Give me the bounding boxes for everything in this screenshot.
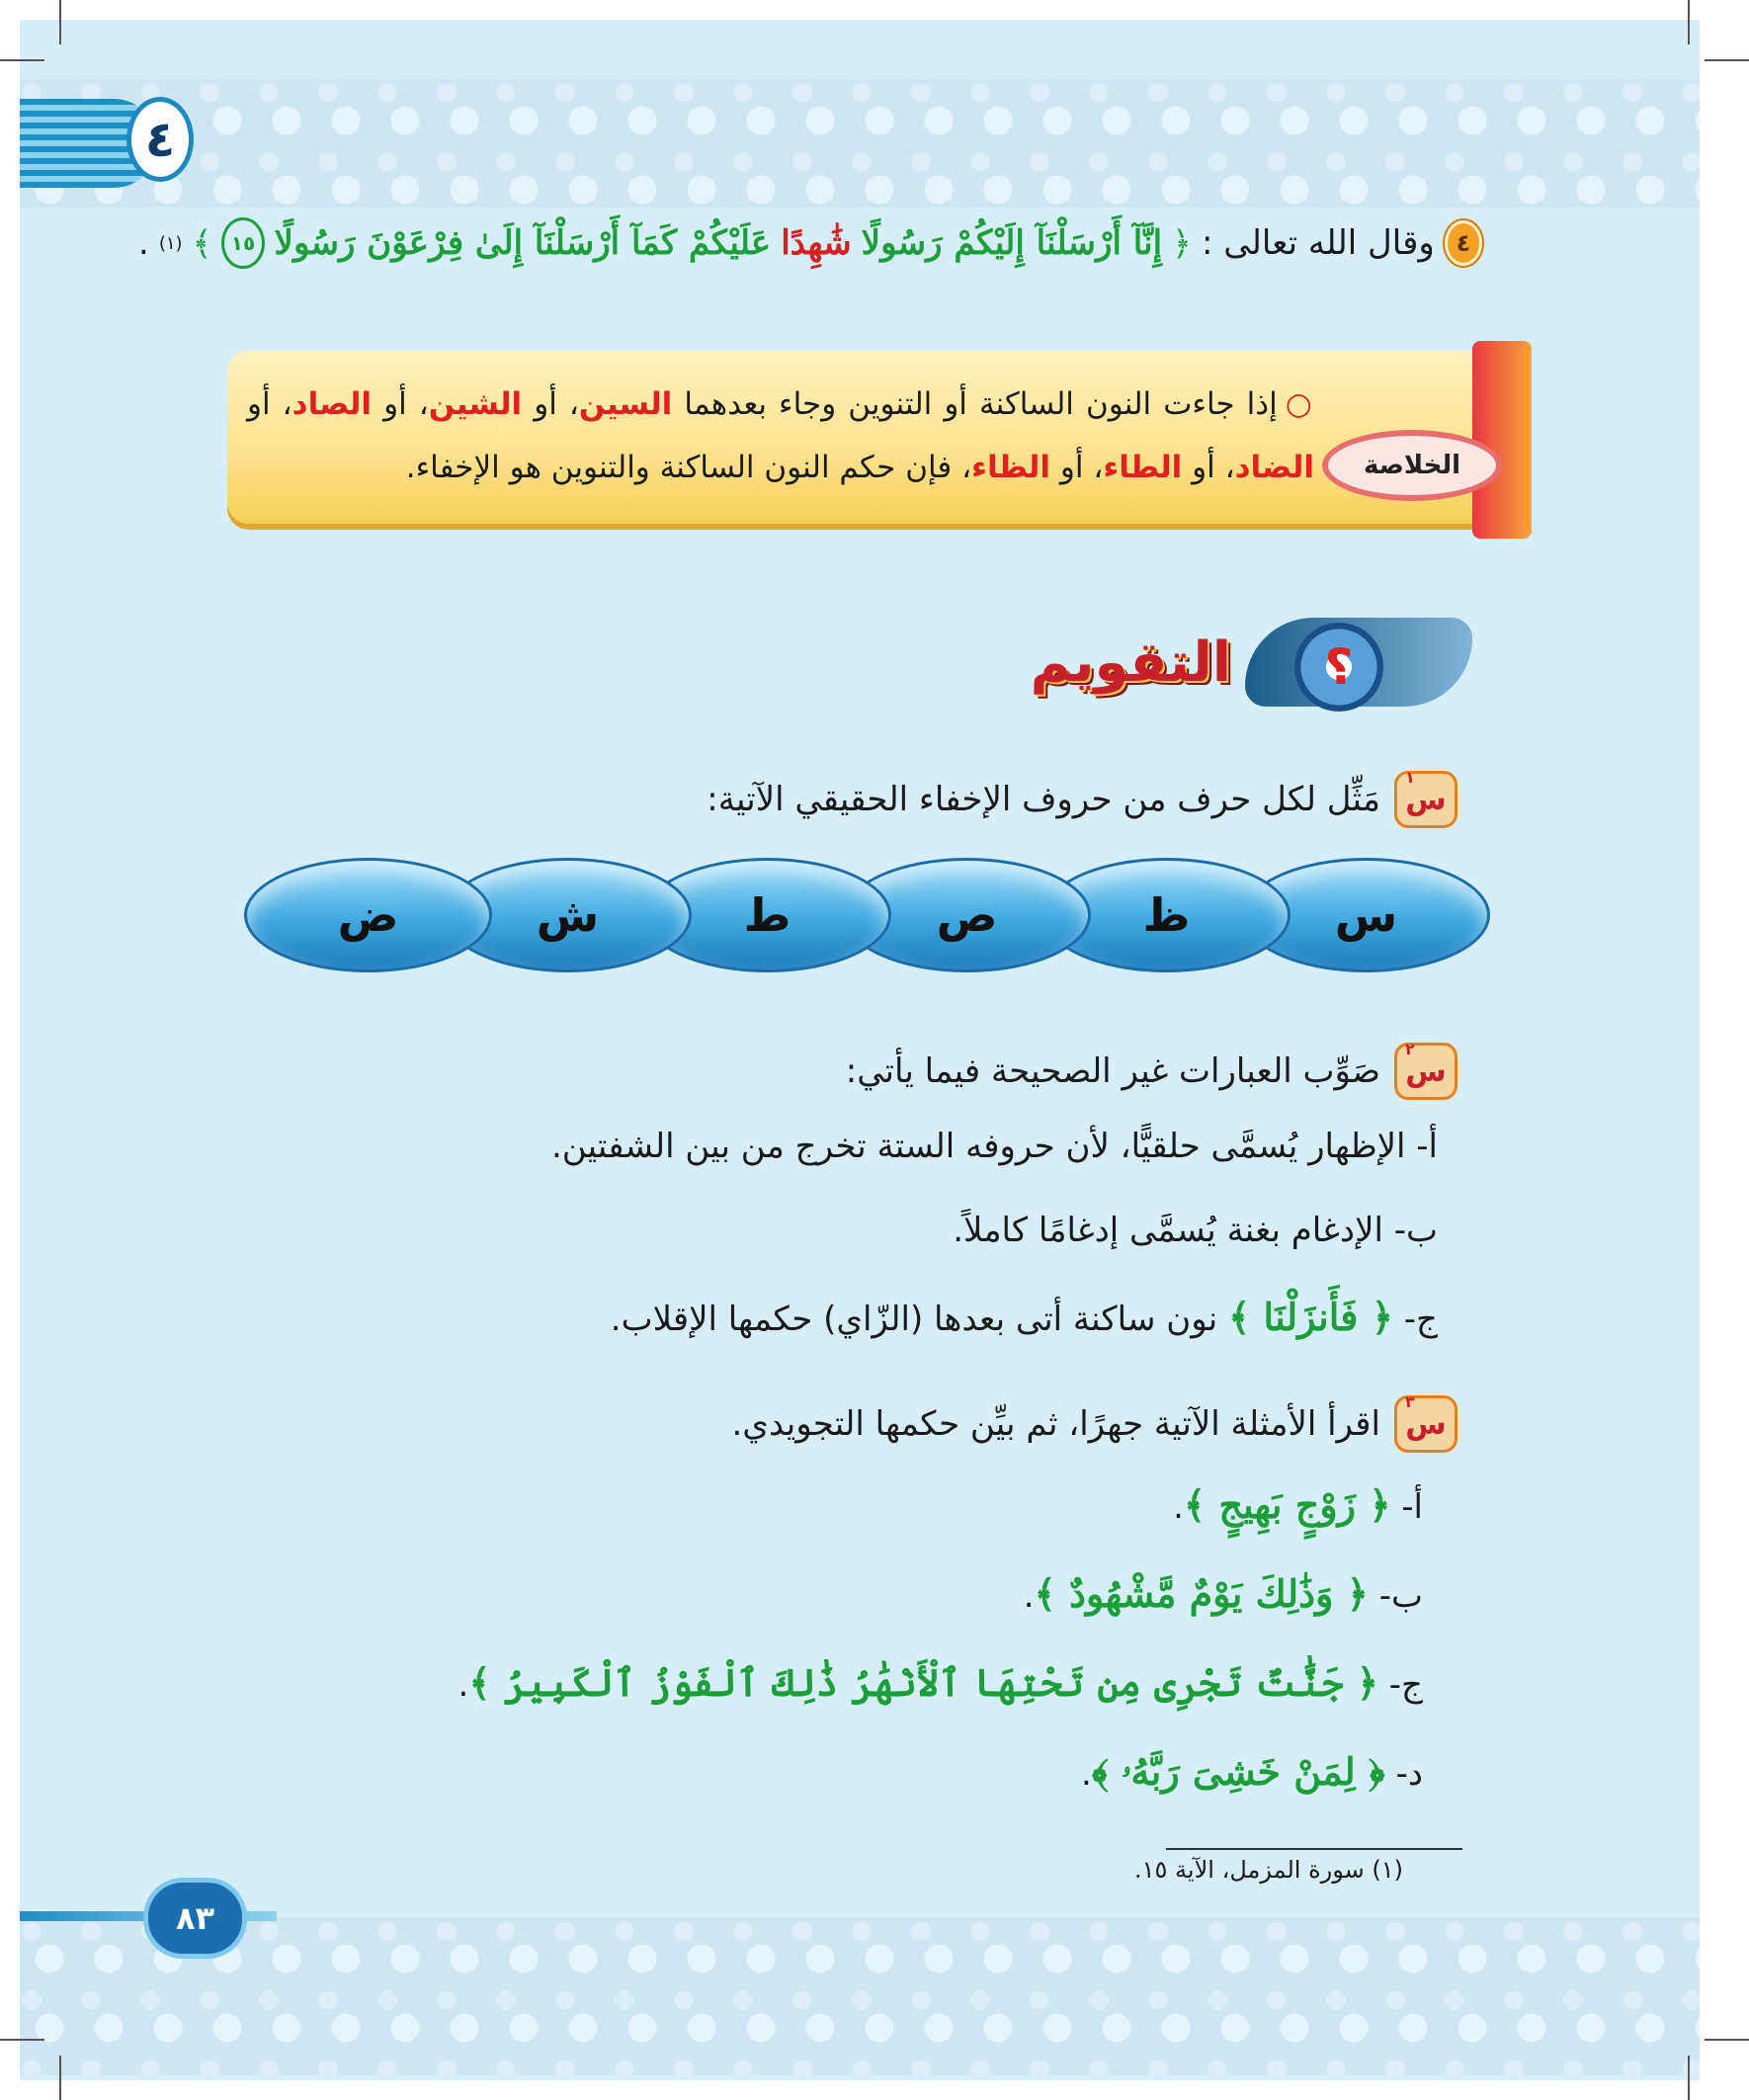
- item-end: .: [1023, 1576, 1035, 1616]
- separator: ، أو: [383, 386, 429, 422]
- summary-line2: ، فإن حكم النون الساكنة والتنوين هو الإخفاء.: [405, 450, 972, 485]
- top-ornament-band: [20, 79, 1700, 208]
- separator: ، أو: [247, 386, 292, 422]
- item-prefix: ج-: [1403, 1300, 1438, 1339]
- evaluation-heading: [1031, 608, 1472, 716]
- question-3-text: اقرأ الأمثلة الآتية جهرًا، ثم بيِّن حكمها التجويدي.: [731, 1404, 1380, 1444]
- summary-label: الخلاصة: [1322, 430, 1502, 501]
- q3-item-c: [458, 1660, 1423, 1705]
- page-number-area: [20, 1878, 277, 1947]
- q3-item-b: [1024, 1571, 1423, 1616]
- q3-item-d: [1081, 1749, 1423, 1795]
- summary-line1: إذا جاءت النون الساكنة أو التنوين وجاء بعدهما: [684, 386, 1278, 422]
- letter-bubble[interactable]: ط: [643, 858, 891, 972]
- crop-mark: [0, 59, 44, 61]
- verse-item-badge: ٤: [1445, 220, 1482, 266]
- crop-mark: [1688, 0, 1690, 44]
- letters-row: [250, 858, 1490, 966]
- page: [20, 20, 1700, 2080]
- q3-item-a: [1173, 1482, 1423, 1527]
- letter-zaa: الظاء: [971, 450, 1051, 485]
- footnote-divider: [1166, 1848, 1462, 1850]
- question-number: ٢: [1405, 1040, 1415, 1058]
- item-end: .: [1081, 1754, 1092, 1794]
- summary-text: [247, 373, 1314, 499]
- item-end: .: [458, 1665, 469, 1705]
- question-letter: س: [1405, 1406, 1447, 1442]
- evaluation-title: التقويم: [1030, 630, 1231, 695]
- letter-bubble[interactable]: ص: [843, 858, 1091, 972]
- crop-mark: [1688, 2056, 1690, 2100]
- item-text: نون ساكنة أتى بعدها (الزّاي) حكمها الإقلاب.: [610, 1300, 1218, 1339]
- item-prefix: أ-: [1401, 1487, 1423, 1527]
- footnote-ref[interactable]: (١): [158, 232, 183, 254]
- question-number: ٣: [1405, 1392, 1415, 1411]
- separator: ، أو: [1059, 450, 1104, 485]
- verse-text-part2: عَلَيْكُمْ كَمَآ أَرْسَلْنَآ إِلَىٰ فِرْعَوْنَ رَسُولًا: [274, 223, 772, 263]
- verse-open-ornament: ﴿: [1172, 223, 1192, 264]
- crop-mark: [59, 0, 61, 44]
- letter-saad: الصاد: [292, 386, 373, 422]
- crop-mark: [1705, 59, 1749, 61]
- quran-text: ﴿ زَوْجٍ بَهِيجٍ ﴾: [1183, 1482, 1391, 1527]
- question-badge: [1394, 1040, 1458, 1100]
- crop-mark: [59, 2056, 61, 2100]
- item-prefix: ج-: [1388, 1665, 1423, 1705]
- question-number: ١: [1405, 768, 1415, 787]
- summary-flag: [1472, 341, 1532, 539]
- item-end: .: [1173, 1487, 1184, 1527]
- chapter-number: ٤: [126, 97, 194, 182]
- question-1: [707, 768, 1458, 828]
- separator: ، أو: [1192, 450, 1235, 485]
- verse-intro: وقال الله تعالى :: [1201, 223, 1435, 263]
- letter-seen: السين: [578, 386, 673, 422]
- summary-box: [227, 351, 1512, 524]
- letter-bubble[interactable]: ض: [244, 858, 492, 972]
- question-letter: س: [1405, 1053, 1447, 1089]
- letter-bubble[interactable]: ش: [444, 858, 692, 972]
- q2-item-c: [611, 1295, 1438, 1339]
- letter-bubble[interactable]: س: [1242, 858, 1490, 972]
- quran-text: ﴿ وَذَٰلِكَ يَوْمٌ مَّشْهُودٌ ﴾: [1034, 1571, 1369, 1616]
- verse-text-highlight: شَٰهِدًا: [781, 223, 852, 263]
- question-mark-icon: ؟: [1294, 623, 1383, 712]
- letter-bubble[interactable]: ظ: [1042, 858, 1291, 972]
- ayah-number: ١٥: [221, 217, 264, 269]
- crop-mark: [0, 2039, 44, 2041]
- verse-close-ornament: ﴾: [192, 223, 212, 264]
- separator: ، أو: [534, 386, 579, 422]
- item-prefix: ب-: [1378, 1576, 1423, 1616]
- letter-sheen: الشين: [428, 386, 523, 422]
- letter-daad: الضاد: [1234, 450, 1314, 485]
- question-eye-icon: [1245, 608, 1472, 716]
- quran-text: ﴿ لِمَنْ خَشِىَ رَبَّهُۥ ﴾: [1091, 1749, 1385, 1794]
- question-letter: س: [1405, 782, 1447, 817]
- letter-taa: الطاء: [1103, 450, 1183, 485]
- quran-word: ﴿ فَأَنزَلْنَا ﴾: [1228, 1295, 1393, 1339]
- question-3: [731, 1392, 1458, 1453]
- question-badge: [1394, 768, 1458, 828]
- question-2: [845, 1040, 1458, 1100]
- question-badge: [1394, 1392, 1458, 1453]
- summary-bullet: ○: [1285, 386, 1314, 422]
- verse-line: [138, 217, 1482, 269]
- page-number: ٨٣: [143, 1878, 247, 1959]
- question-2-text: صَوِّب العبارات غير الصحيحة فيما يأتي:: [845, 1051, 1380, 1091]
- item-prefix: د-: [1395, 1754, 1423, 1794]
- verse-text-part1: إِنَّآ أَرْسَلْنَآ إِلَيْكُمْ رَسُولًا: [861, 223, 1163, 263]
- footnote: (١) سورة المزمل، الآية ١٥.: [1133, 1856, 1403, 1884]
- quran-text: ﴿ جَنَّٰتٌ تَجْرِى مِن تَحْتِهَا ٱلْأَنْهَٰرُ ذَٰلِكَ ٱلْفَوْزُ ٱلْكَبِيرُ ﴾: [468, 1660, 1378, 1705]
- q2-item-b: ب- الإدغام بغنة يُسمَّى إدغامًا كاملاً.: [953, 1211, 1438, 1250]
- crop-mark: [1705, 2039, 1749, 2041]
- q2-item-a: أ- الإظهار يُسمَّى حلقيًّا، لأن حروفه الستة تخرج من بين الشفتين.: [550, 1127, 1438, 1166]
- verse-end: .: [138, 223, 149, 263]
- question-1-text: مَثِّل لكل حرف من حروف الإخفاء الحقيقي الآتية:: [707, 780, 1380, 819]
